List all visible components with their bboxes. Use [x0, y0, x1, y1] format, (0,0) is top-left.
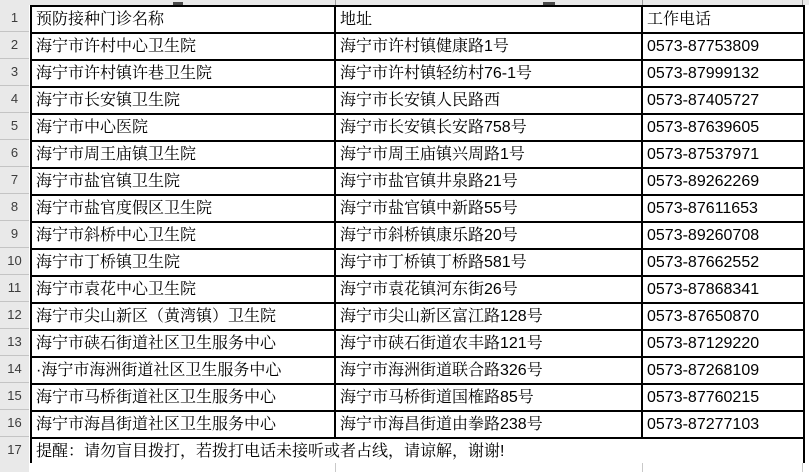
table-row [31, 384, 804, 411]
cell-phone[interactable]: 0573-87537971 [642, 141, 804, 168]
cell-phone[interactable]: 0573-89262269 [642, 168, 804, 195]
footer-row [31, 438, 804, 465]
row-header-cell[interactable]: 4 [0, 86, 29, 113]
cell-address[interactable]: 海宁市斜桥镇康乐路20号 [335, 222, 642, 249]
column-gridline [642, 463, 643, 472]
cell-address[interactable]: 海宁市许村镇健康路1号 [335, 33, 642, 60]
cell-name[interactable]: 海宁市丁桥镇卫生院 [31, 249, 335, 276]
cell-name[interactable]: 海宁市许村中心卫生院 [31, 33, 335, 60]
cell-phone[interactable]: 0573-87868341 [642, 276, 804, 303]
cell-address[interactable]: 海宁市海昌街道由拳路238号 [335, 411, 642, 438]
table-row [31, 60, 804, 87]
cell-address[interactable]: 海宁市袁花镇河东街26号 [335, 276, 642, 303]
cell-phone[interactable]: 0573-87753809 [642, 33, 804, 60]
cell-name[interactable]: 海宁市马桥街道社区卫生服务中心 [31, 384, 335, 411]
row-header-cell[interactable]: 12 [0, 302, 29, 329]
cell-name[interactable]: 海宁市尖山新区（黄湾镇）卫生院 [31, 303, 335, 330]
row-header-cell[interactable]: 9 [0, 221, 29, 248]
cell-phone[interactable]: 0573-87405727 [642, 87, 804, 114]
footer-note-cell[interactable]: 提醒：请勿盲目拨打，若拨打电话未接听或者占线，请谅解，谢谢! [31, 438, 804, 465]
cell-name[interactable]: 海宁市袁花中心卫生院 [31, 276, 335, 303]
clinic-table [30, 5, 805, 466]
cell-name[interactable]: 海宁市长安镇卫生院 [31, 87, 335, 114]
table-row [31, 114, 804, 141]
row-header-cell[interactable]: 11 [0, 275, 29, 302]
header-row [31, 6, 804, 33]
row-header-cell[interactable]: 13 [0, 329, 29, 356]
cell-phone[interactable]: 0573-87611653 [642, 195, 804, 222]
cell-address[interactable]: 海宁市丁桥镇丁桥路581号 [335, 249, 642, 276]
row-header-cell[interactable]: 17 [0, 437, 29, 464]
cell-name[interactable]: 海宁市盐官镇卫生院 [31, 168, 335, 195]
table-row [31, 195, 804, 222]
table-row [31, 222, 804, 249]
table-row [31, 303, 804, 330]
row-header-cell[interactable]: 3 [0, 59, 29, 86]
table-row [31, 249, 804, 276]
table-row [31, 276, 804, 303]
cell-address[interactable]: 海宁市长安镇人民路西 [335, 87, 642, 114]
cell-phone[interactable]: 0573-87277103 [642, 411, 804, 438]
cell-phone[interactable]: 0573-87662552 [642, 249, 804, 276]
row-header-cell[interactable]: 6 [0, 140, 29, 167]
cell-name[interactable]: ·海宁市海洲街道社区卫生服务中心 [31, 357, 335, 384]
header-cell-phone[interactable]: 工作电话 [642, 6, 804, 33]
header-cell-clinic-name[interactable]: 预防接种门诊名称 [31, 6, 335, 33]
table-row [31, 357, 804, 384]
cell-address[interactable]: 海宁市硖石街道农丰路121号 [335, 330, 642, 357]
cell-phone[interactable]: 0573-87999132 [642, 60, 804, 87]
row-header-cell[interactable]: 16 [0, 410, 29, 437]
column-gridline [335, 463, 336, 472]
row-header-cell[interactable]: 7 [0, 167, 29, 194]
cell-phone[interactable]: 0573-89260708 [642, 222, 804, 249]
below-range-strip [0, 463, 809, 472]
cell-name[interactable]: 海宁市斜桥中心卫生院 [31, 222, 335, 249]
cell-phone[interactable]: 0573-87639605 [642, 114, 804, 141]
row-header-cell[interactable]: 14 [0, 356, 29, 383]
cell-name[interactable]: 海宁市许村镇许巷卫生院 [31, 60, 335, 87]
cell-phone[interactable]: 0573-87268109 [642, 357, 804, 384]
table-row [31, 330, 804, 357]
cell-address[interactable]: 海宁市许村镇轻纺村76-1号 [335, 60, 642, 87]
header-cell-address[interactable]: 地址 [335, 6, 642, 33]
cell-address[interactable]: 海宁市马桥街道国榷路85号 [335, 384, 642, 411]
row-header-cell[interactable]: 1 [0, 5, 29, 32]
cell-address[interactable]: 海宁市海洲街道联合路326号 [335, 357, 642, 384]
row-header-sliver [0, 463, 29, 472]
table-row [31, 141, 804, 168]
cell-name[interactable]: 海宁市硖石街道社区卫生服务中心 [31, 330, 335, 357]
cell-name[interactable]: 海宁市海昌街道社区卫生服务中心 [31, 411, 335, 438]
row-header-cell[interactable]: 2 [0, 32, 29, 59]
table-row [31, 168, 804, 195]
cell-name[interactable]: 海宁市盐官度假区卫生院 [31, 195, 335, 222]
cell-phone[interactable]: 0573-87129220 [642, 330, 804, 357]
table-row [31, 411, 804, 438]
cell-name[interactable]: 海宁市中心医院 [31, 114, 335, 141]
row-number-column [0, 5, 29, 464]
cell-address[interactable]: 海宁市长安镇长安路758号 [335, 114, 642, 141]
row-header-cell[interactable]: 15 [0, 383, 29, 410]
cell-address[interactable]: 海宁市盐官镇中新路55号 [335, 195, 642, 222]
row-header-cell[interactable]: 5 [0, 113, 29, 140]
column-gridline [802, 463, 803, 472]
table-row [31, 87, 804, 114]
table-row [31, 33, 804, 60]
cell-phone[interactable]: 0573-87650870 [642, 303, 804, 330]
cell-address[interactable]: 海宁市周王庙镇兴周路1号 [335, 141, 642, 168]
row-header-cell[interactable]: 8 [0, 194, 29, 221]
cell-address[interactable]: 海宁市盐官镇井泉路21号 [335, 168, 642, 195]
row-header-cell[interactable]: 10 [0, 248, 29, 275]
cell-address[interactable]: 海宁市尖山新区富江路128号 [335, 303, 642, 330]
cell-phone[interactable]: 0573-87760215 [642, 384, 804, 411]
cell-name[interactable]: 海宁市周王庙镇卫生院 [31, 141, 335, 168]
